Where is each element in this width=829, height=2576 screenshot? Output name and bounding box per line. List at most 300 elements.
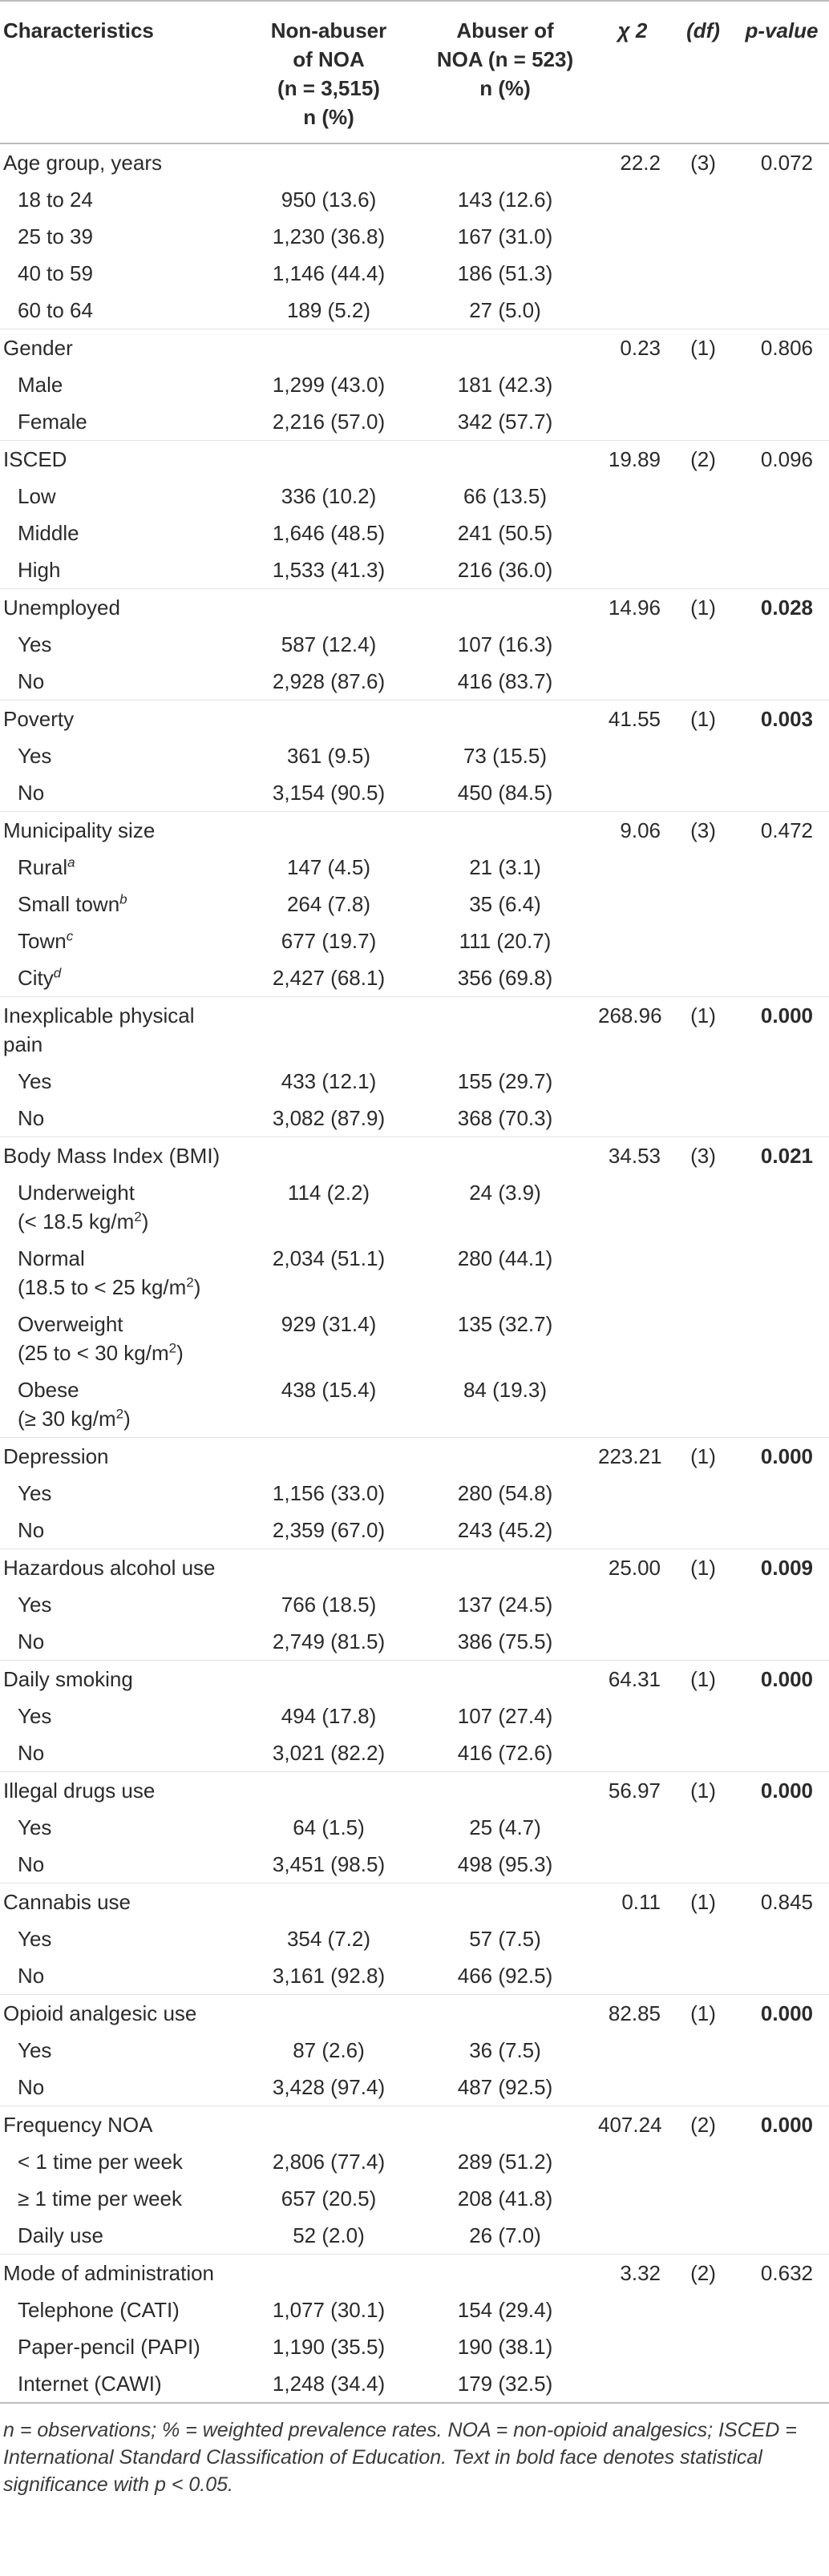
category-non-abuser xyxy=(241,143,417,181)
row-non-abuser: 929 (31.4) xyxy=(281,1312,377,1336)
row-label xyxy=(0,959,241,997)
category-non-abuser xyxy=(241,812,417,850)
row-label-range-exponent: 2 xyxy=(115,1406,124,1422)
category-p-value: 0.021 xyxy=(734,1137,829,1175)
category-non-abuser xyxy=(241,1137,417,1175)
category-chi-square: 3.32 xyxy=(593,2255,672,2292)
row-empty-cell xyxy=(734,1623,829,1661)
row-empty-cell xyxy=(672,255,734,292)
table-row xyxy=(0,1100,829,1137)
row-empty-cell xyxy=(734,403,829,441)
row-non-abuser: 2,216 (57.0) xyxy=(272,410,386,434)
row-empty-cell xyxy=(672,1306,734,1371)
row-non-abuser: 3,154 (90.5) xyxy=(272,781,386,805)
row-empty-cell xyxy=(593,1623,672,1661)
category-row xyxy=(0,329,829,367)
row-label xyxy=(0,478,241,515)
row-empty-cell xyxy=(672,515,734,551)
row-label xyxy=(0,663,241,701)
table-row xyxy=(0,1174,829,1240)
category-abuser xyxy=(417,1137,593,1175)
category-non-abuser xyxy=(241,1438,417,1476)
row-empty-cell xyxy=(734,1809,829,1846)
row-non-abuser: 2,034 (51.1) xyxy=(272,1246,386,1270)
category-abuser xyxy=(417,1549,593,1587)
row-label xyxy=(0,2365,241,2402)
table-row xyxy=(0,1734,829,1772)
row-empty-cell xyxy=(734,886,829,923)
category-chi-square: 34.53 xyxy=(593,1137,672,1175)
row-non-abuser: 87 (2.6) xyxy=(293,2038,365,2062)
row-empty-cell xyxy=(734,478,829,515)
category-df: (1) xyxy=(672,1772,734,1810)
row-label-text: No xyxy=(18,1106,45,1130)
table-row xyxy=(0,515,829,551)
header-p-value xyxy=(734,1,829,143)
category-abuser xyxy=(417,1661,593,1698)
row-abuser: 179 (32.5) xyxy=(457,2372,553,2396)
row-empty-cell xyxy=(734,2180,829,2217)
row-non-abuser: 2,749 (81.5) xyxy=(272,1629,386,1653)
row-abuser: 280 (44.1) xyxy=(457,1246,553,1270)
row-empty-cell xyxy=(734,626,829,663)
category-non-abuser xyxy=(241,2106,417,2144)
row-label-range xyxy=(18,1273,236,1302)
row-non-abuser: 336 (10.2) xyxy=(281,484,377,508)
category-abuser xyxy=(417,1884,593,1921)
row-abuser: 84 (19.3) xyxy=(463,1378,548,1402)
row-label xyxy=(0,1698,241,1734)
row-non-abuser: 3,428 (97.4) xyxy=(272,2075,386,2099)
row-empty-cell xyxy=(672,2291,734,2328)
row-abuser: 368 (70.3) xyxy=(457,1106,553,1130)
row-non-abuser: 1,230 (36.8) xyxy=(272,224,386,248)
row-abuser: 35 (6.4) xyxy=(469,892,541,916)
row-empty-cell xyxy=(672,1957,734,1995)
category-abuser xyxy=(417,701,593,738)
row-abuser: 66 (13.5) xyxy=(463,484,548,508)
row-empty-cell xyxy=(593,1475,672,1512)
row-empty-cell xyxy=(734,366,829,403)
table-row xyxy=(0,849,829,886)
category-row xyxy=(0,1995,829,2033)
row-non-abuser: 657 (20.5) xyxy=(281,2186,377,2211)
row-empty-cell xyxy=(734,1512,829,1549)
row-label-text: No xyxy=(18,1518,45,1542)
row-label-text: Town xyxy=(18,929,67,953)
row-empty-cell xyxy=(593,1100,672,1137)
category-p-value: 0.000 xyxy=(734,1995,829,2033)
row-empty-cell xyxy=(672,1586,734,1623)
row-empty-cell xyxy=(734,515,829,551)
row-empty-cell xyxy=(593,2143,672,2180)
row-abuser: 25 (4.7) xyxy=(469,1815,541,1839)
row-non-abuser: 766 (18.5) xyxy=(281,1593,377,1617)
category-abuser xyxy=(417,329,593,367)
row-label-text: Yes xyxy=(18,744,52,768)
row-empty-cell xyxy=(672,2180,734,2217)
row-abuser: 107 (27.4) xyxy=(457,1704,553,1728)
category-abuser xyxy=(417,1772,593,1810)
row-empty-cell xyxy=(734,1174,829,1240)
row-empty-cell xyxy=(672,1920,734,1957)
category-abuser xyxy=(417,812,593,850)
row-label xyxy=(0,255,241,292)
row-non-abuser: 433 (12.1) xyxy=(281,1069,377,1093)
row-empty-cell xyxy=(734,2143,829,2180)
category-row xyxy=(0,1438,829,1476)
row-empty-cell xyxy=(593,1174,672,1240)
row-non-abuser: 3,021 (82.2) xyxy=(272,1741,386,1765)
header-non-abuser-pct: n (%) xyxy=(303,105,354,129)
row-empty-cell xyxy=(672,886,734,923)
row-label-text: Female xyxy=(18,410,87,434)
row-empty-cell xyxy=(672,1240,734,1306)
row-empty-cell xyxy=(593,1734,672,1772)
category-non-abuser xyxy=(241,589,417,627)
row-empty-cell xyxy=(593,663,672,701)
row-non-abuser: 64 (1.5) xyxy=(293,1815,365,1839)
table-body xyxy=(0,143,829,2402)
category-label: Body Mass Index (BMI) xyxy=(0,1137,241,1175)
row-empty-cell xyxy=(593,478,672,515)
row-empty-cell xyxy=(734,1475,829,1512)
row-label-text: 25 to 39 xyxy=(18,224,93,248)
row-label-text: City xyxy=(18,966,54,990)
row-empty-cell xyxy=(593,1512,672,1549)
category-p-value: 0.000 xyxy=(734,2106,829,2144)
table-row xyxy=(0,737,829,774)
row-label-range-end: ) xyxy=(141,1209,149,1233)
row-abuser: 208 (41.8) xyxy=(457,2186,553,2211)
row-label xyxy=(0,774,241,812)
category-row xyxy=(0,589,829,627)
category-chi-square: 223.21 xyxy=(593,1438,672,1476)
category-chi-square: 0.11 xyxy=(593,1884,672,1921)
row-label xyxy=(0,1371,241,1438)
row-abuser: 356 (69.8) xyxy=(457,966,553,990)
header-p-text: p-value xyxy=(745,18,819,42)
row-empty-cell xyxy=(672,1734,734,1772)
row-empty-cell xyxy=(593,366,672,403)
row-abuser: 190 (38.1) xyxy=(457,2335,553,2359)
row-empty-cell xyxy=(734,1240,829,1306)
table-row xyxy=(0,1063,829,1100)
row-label xyxy=(0,1512,241,1549)
category-df: (1) xyxy=(672,589,734,627)
row-label xyxy=(0,1475,241,1512)
category-label: Municipality size xyxy=(0,812,241,850)
row-empty-cell xyxy=(593,292,672,329)
row-empty-cell xyxy=(734,737,829,774)
table-row xyxy=(0,2069,829,2106)
row-label-range xyxy=(18,1207,236,1236)
category-abuser xyxy=(417,143,593,181)
category-row xyxy=(0,701,829,738)
row-label-text: Yes xyxy=(18,2038,52,2062)
row-empty-cell xyxy=(672,403,734,441)
category-chi-square: 82.85 xyxy=(593,1995,672,2033)
header-abuser-line2: NOA (n = 523) xyxy=(436,47,574,71)
category-non-abuser xyxy=(241,1995,417,2033)
header-non-abuser-line1: Non-abuser xyxy=(270,18,387,42)
row-label xyxy=(0,923,241,959)
table-row xyxy=(0,2180,829,2217)
row-label xyxy=(0,1240,241,1306)
row-empty-cell xyxy=(672,2032,734,2069)
category-p-value: 0.009 xyxy=(734,1549,829,1587)
row-empty-cell xyxy=(593,1586,672,1623)
row-label-footnote-mark: c xyxy=(66,928,74,944)
row-empty-cell xyxy=(672,923,734,959)
row-empty-cell xyxy=(734,2032,829,2069)
row-label xyxy=(0,737,241,774)
row-non-abuser: 3,161 (92.8) xyxy=(272,1964,386,1988)
row-empty-cell xyxy=(593,181,672,218)
category-row xyxy=(0,441,829,478)
row-empty-cell xyxy=(593,218,672,255)
category-df: (2) xyxy=(672,2255,734,2292)
row-label xyxy=(0,2217,241,2255)
row-label-text: Low xyxy=(18,484,56,508)
row-abuser: 386 (75.5) xyxy=(457,1629,553,1653)
row-empty-cell xyxy=(672,2328,734,2365)
row-label-range-text: (25 to < 30 kg/m xyxy=(18,1341,169,1365)
category-label: Mode of administration xyxy=(0,2255,241,2292)
row-label xyxy=(0,1623,241,1661)
category-non-abuser xyxy=(241,1772,417,1810)
row-abuser: 498 (95.3) xyxy=(457,1852,553,1876)
category-label: Age group, years xyxy=(0,143,241,181)
table-row xyxy=(0,1623,829,1661)
row-label-range-text: (< 18.5 kg/m xyxy=(18,1209,135,1233)
category-abuser xyxy=(417,2106,593,2144)
category-df: (3) xyxy=(672,1137,734,1175)
category-p-value: 0.000 xyxy=(734,1772,829,1810)
row-empty-cell xyxy=(672,292,734,329)
row-empty-cell xyxy=(672,1475,734,1512)
category-df: (3) xyxy=(672,143,734,181)
row-empty-cell xyxy=(672,774,734,812)
row-label-text: No xyxy=(18,2075,45,2099)
row-non-abuser: 3,451 (98.5) xyxy=(272,1852,386,1876)
table-row xyxy=(0,2365,829,2402)
row-label xyxy=(0,886,241,923)
category-row xyxy=(0,1137,829,1175)
row-empty-cell xyxy=(672,478,734,515)
category-chi-square: 407.24 xyxy=(593,2106,672,2144)
row-abuser: 143 (12.6) xyxy=(457,188,553,212)
row-empty-cell xyxy=(593,1957,672,1995)
category-abuser xyxy=(417,441,593,478)
category-chi-square: 41.55 xyxy=(593,701,672,738)
row-empty-cell xyxy=(593,2180,672,2217)
table-row xyxy=(0,1475,829,1512)
row-abuser: 181 (42.3) xyxy=(457,373,553,397)
category-row xyxy=(0,1661,829,1698)
table-row xyxy=(0,1920,829,1957)
row-empty-cell xyxy=(672,1371,734,1438)
row-empty-cell xyxy=(734,1063,829,1100)
table-row xyxy=(0,1306,829,1371)
row-label-text: Yes xyxy=(18,1593,52,1617)
row-label-footnote-mark: a xyxy=(67,854,75,870)
category-label: Frequency NOA xyxy=(0,2106,241,2144)
row-label xyxy=(0,1957,241,1995)
category-label: Cannabis use xyxy=(0,1884,241,1921)
category-chi-square: 0.23 xyxy=(593,329,672,367)
row-empty-cell xyxy=(593,923,672,959)
row-label-range-exponent: 2 xyxy=(134,1209,142,1225)
row-label xyxy=(0,1586,241,1623)
table-row xyxy=(0,959,829,997)
row-empty-cell xyxy=(734,1734,829,1772)
row-label xyxy=(0,1846,241,1884)
row-empty-cell xyxy=(593,403,672,441)
category-non-abuser xyxy=(241,701,417,738)
category-row xyxy=(0,1884,829,1921)
row-non-abuser: 1,077 (30.1) xyxy=(272,2298,386,2322)
row-abuser: 27 (5.0) xyxy=(469,298,541,322)
table-row xyxy=(0,1586,829,1623)
category-non-abuser xyxy=(241,997,417,1064)
row-empty-cell xyxy=(593,737,672,774)
row-empty-cell xyxy=(734,1957,829,1995)
row-abuser: 111 (20.7) xyxy=(459,929,552,953)
row-non-abuser: 147 (4.5) xyxy=(286,855,371,879)
category-chi-square: 64.31 xyxy=(593,1661,672,1698)
table-row xyxy=(0,663,829,701)
row-abuser: 342 (57.7) xyxy=(457,410,553,434)
row-label xyxy=(0,1063,241,1100)
row-abuser: 57 (7.5) xyxy=(469,1927,541,1951)
row-label xyxy=(0,1100,241,1137)
category-p-value: 0.845 xyxy=(734,1884,829,1921)
row-empty-cell xyxy=(593,1240,672,1306)
row-abuser: 26 (7.0) xyxy=(469,2223,541,2247)
category-df: (1) xyxy=(672,1549,734,1587)
category-non-abuser xyxy=(241,2255,417,2292)
row-empty-cell xyxy=(593,886,672,923)
category-df: (1) xyxy=(672,1661,734,1698)
row-empty-cell xyxy=(672,181,734,218)
row-empty-cell xyxy=(593,2032,672,2069)
row-non-abuser: 1,190 (35.5) xyxy=(272,2335,386,2359)
category-df: (1) xyxy=(672,1995,734,2033)
row-label-text: Overweight xyxy=(18,1312,123,1336)
row-label-text: ≥ 1 time per week xyxy=(18,2186,183,2211)
category-p-value: 0.000 xyxy=(734,1661,829,1698)
header-abuser xyxy=(417,1,593,143)
row-empty-cell xyxy=(593,2365,672,2402)
row-abuser: 416 (83.7) xyxy=(457,669,553,693)
row-label xyxy=(0,292,241,329)
category-label: Opioid analgesic use xyxy=(0,1995,241,2033)
row-empty-cell xyxy=(734,1920,829,1957)
category-chi-square: 56.97 xyxy=(593,1772,672,1810)
row-label-text: No xyxy=(18,669,45,693)
row-label-text: Yes xyxy=(18,1815,52,1839)
table-row xyxy=(0,1957,829,1995)
row-empty-cell xyxy=(593,1846,672,1884)
row-label xyxy=(0,849,241,886)
header-chi-square xyxy=(593,1,672,143)
category-label: Inexplicable physical pain xyxy=(0,997,241,1064)
row-empty-cell xyxy=(672,2069,734,2106)
row-non-abuser: 1,299 (43.0) xyxy=(272,373,386,397)
row-abuser: 137 (24.5) xyxy=(457,1593,553,1617)
table-row xyxy=(0,2291,829,2328)
table-row xyxy=(0,923,829,959)
header-non-abuser-n: (n = 3,515) xyxy=(277,76,380,100)
header-non-abuser-line2: of NOA xyxy=(293,47,365,71)
row-label xyxy=(0,181,241,218)
row-abuser: 36 (7.5) xyxy=(469,2038,541,2062)
category-label: Poverty xyxy=(0,701,241,738)
row-empty-cell xyxy=(734,1698,829,1734)
row-label xyxy=(0,2069,241,2106)
row-empty-cell xyxy=(593,1371,672,1438)
row-non-abuser: 189 (5.2) xyxy=(286,298,371,322)
category-label: Illegal drugs use xyxy=(0,1772,241,1810)
table-row xyxy=(0,774,829,812)
table-row xyxy=(0,218,829,255)
row-label-text: Underweight xyxy=(18,1181,135,1205)
row-empty-cell xyxy=(672,849,734,886)
row-empty-cell xyxy=(672,1698,734,1734)
row-empty-cell xyxy=(672,2365,734,2402)
category-df: (1) xyxy=(672,701,734,738)
row-empty-cell xyxy=(734,2291,829,2328)
row-label-range-text: (≥ 30 kg/m xyxy=(18,1407,116,1431)
category-label: ISCED xyxy=(0,441,241,478)
row-abuser: 135 (32.7) xyxy=(457,1312,553,1336)
category-label: Daily smoking xyxy=(0,1661,241,1698)
row-empty-cell xyxy=(593,1698,672,1734)
category-label: Hazardous alcohol use xyxy=(0,1549,241,1587)
row-empty-cell xyxy=(593,1306,672,1371)
row-label-text: 40 to 59 xyxy=(18,261,93,285)
category-p-value: 0.472 xyxy=(734,812,829,850)
row-empty-cell xyxy=(672,959,734,997)
row-empty-cell xyxy=(734,2069,829,2106)
row-empty-cell xyxy=(672,737,734,774)
row-label-text: Small town xyxy=(18,892,120,916)
row-abuser: 107 (16.3) xyxy=(457,632,553,656)
row-empty-cell xyxy=(734,551,829,589)
row-label-text: Yes xyxy=(18,632,52,656)
row-label xyxy=(0,1734,241,1772)
table-row xyxy=(0,551,829,589)
category-chi-square: 268.96 xyxy=(593,997,672,1064)
row-label-range-exponent: 2 xyxy=(186,1274,194,1290)
table-row xyxy=(0,2143,829,2180)
row-label xyxy=(0,403,241,441)
category-row xyxy=(0,997,829,1064)
row-label-text: Yes xyxy=(18,1927,52,1951)
row-empty-cell xyxy=(734,2365,829,2402)
row-empty-cell xyxy=(593,774,672,812)
row-empty-cell xyxy=(593,255,672,292)
row-empty-cell xyxy=(734,2217,829,2255)
category-row xyxy=(0,2106,829,2144)
row-non-abuser: 587 (12.4) xyxy=(281,632,377,656)
row-label-range-end: ) xyxy=(193,1275,201,1299)
row-abuser: 216 (36.0) xyxy=(457,558,553,582)
row-label-range xyxy=(18,1404,236,1433)
row-label-text: No xyxy=(18,1964,45,1988)
table-row xyxy=(0,2032,829,2069)
